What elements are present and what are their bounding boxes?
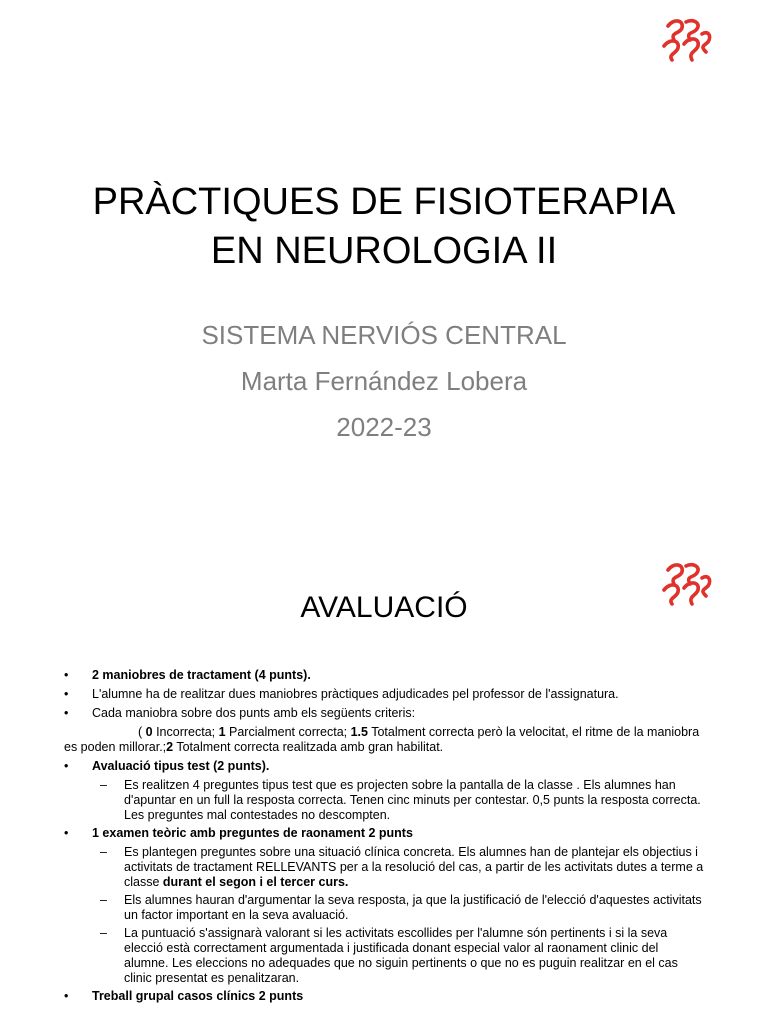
item-heading: 1 examen teòric amb preguntes de raonament 2 punts	[92, 826, 413, 840]
criteria-score-0: 0	[145, 725, 153, 739]
section-title: AVALUACIÓ	[300, 591, 468, 624]
dash-icon: –	[100, 778, 107, 792]
list-item	[64, 706, 704, 721]
item-text: L'alumne ha de realitzar dues maniobres pràctiques adjudicades pel professor de l'assignatura.	[92, 687, 619, 701]
item-heading: 2 maniobres de tractament (4 punts).	[92, 668, 311, 682]
list-item	[64, 687, 704, 702]
criteria-label-1-5: Totalment correcta però la velocitat, el ritme de la maniobra es poden millorar.;	[64, 725, 700, 754]
subtitle-course: SISTEMA NERVIÓS CENTRAL	[201, 320, 567, 350]
list-item	[64, 826, 704, 841]
dash-icon: –	[100, 893, 107, 907]
subtitle-block	[0, 312, 768, 450]
item-heading: Avaluació tipus test (2 punts).	[92, 759, 270, 773]
sub-list-item	[64, 778, 704, 823]
bullet-icon: •	[64, 668, 69, 682]
title-line-1: PRÀCTIQUES DE FISIOTERAPIA	[92, 181, 676, 223]
bullet-icon: •	[64, 759, 69, 773]
sub-list-item	[64, 845, 704, 890]
criteria-score-1-5: 1.5	[350, 725, 368, 739]
list-item	[64, 759, 704, 774]
bullet-icon: •	[64, 687, 69, 701]
bullet-icon: •	[64, 989, 69, 1003]
page-title	[0, 178, 768, 276]
evaluation-list	[64, 668, 704, 1008]
bullet-icon: •	[64, 826, 69, 840]
sub-item-text: La puntuació s'assignarà valorant si les activitats escollides per l'alumne són pertinents i si la seva elecció està correctament argumentada i justificada donant especial valor al raonament clinic del alumne. Les eleccions no adequades que no siguin pertinents o que no es puguin realitzar en el cas clinic presentat es penalitzaran.	[124, 926, 678, 985]
item-text: Cada maniobra sobre dos punts amb els següents criteris:	[92, 706, 416, 720]
subtitle-year: 2022-23	[336, 412, 432, 442]
criteria-label-0: Incorrecta;	[152, 725, 219, 739]
item-heading: Treball grupal casos clínics 2 punts	[92, 989, 304, 1003]
criteria-score-2: 2	[166, 740, 174, 754]
institution-logo-icon	[660, 16, 714, 64]
title-line-2: EN NEUROLOGIA II	[210, 230, 558, 272]
sub-item-text: Es plantegen preguntes sobre una situació clínica concreta. Els alumnes han de plantejar els objectius i activitats de tractament RELLEVANTS per a la resolució del cas, a partir de les activitats dutes a terme a classe	[124, 845, 704, 889]
sub-item-emphasis: durant el segon i el tercer curs.	[162, 875, 349, 889]
sub-list-item	[64, 926, 704, 986]
sub-item-text: Els alumnes hauran d'argumentar la seva resposta, ja que la justificació de l'elecció d'aquestes activitats un factor important en la seva avaluació.	[124, 893, 702, 922]
criteria-label-1: Parcialment correcta;	[225, 725, 351, 739]
bullet-icon: •	[64, 706, 69, 720]
criteria-open: (	[138, 725, 146, 739]
list-item	[64, 668, 704, 683]
list-item	[64, 989, 704, 1004]
criteria-label-2: Totalment correcta realitzada amb gran habilitat.	[173, 740, 444, 754]
dash-icon: –	[100, 926, 107, 940]
criteria-text	[64, 725, 704, 755]
sub-list-item	[64, 893, 704, 923]
criteria-score-1: 1	[218, 725, 226, 739]
subtitle-author: Marta Fernández Lobera	[240, 366, 528, 396]
sub-item-text: Es realitzen 4 preguntes tipus test que es projecten sobre la pantalla de la classe . Els alumnes han d'apuntar en un full la resposta correcta. Tenen cinc minuts per contestar. 0,5 punts la resposta correcta. Les preguntes mal contestades no descompten.	[124, 778, 701, 822]
evaluation-slide	[0, 548, 768, 1024]
dash-icon: –	[100, 845, 107, 859]
